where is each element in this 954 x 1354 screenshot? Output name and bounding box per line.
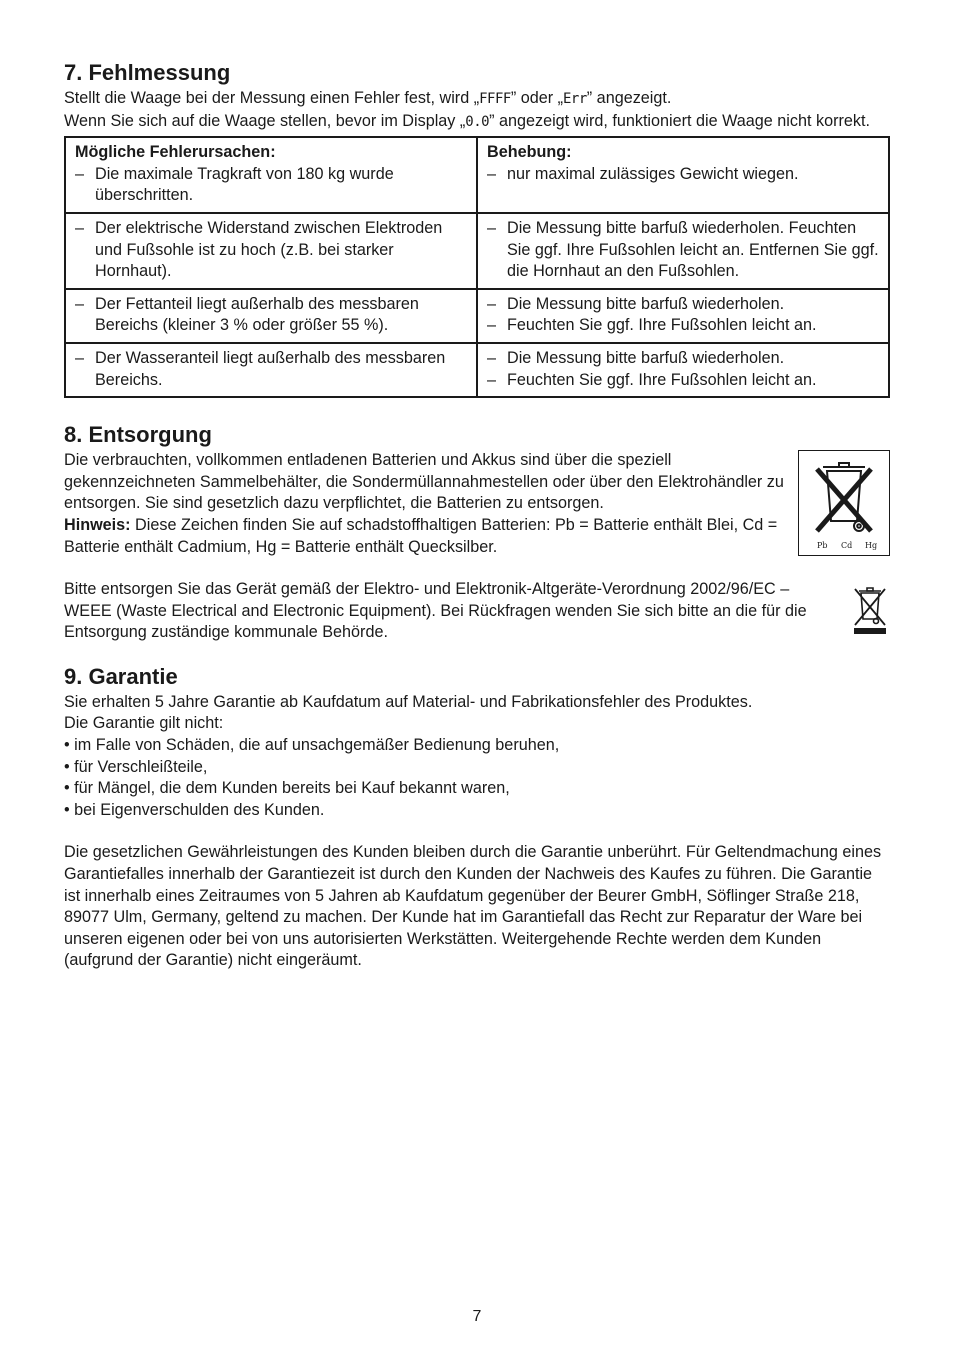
remedy-text: Die Messung bitte barfuß wiederholen. Feuchten Sie ggf. Ihre Fußsohlen leicht an. Entfernen Sie ggf. die Hornhaut an den Fußsohlen. (507, 218, 879, 281)
list-item: – Der Fettanteil liegt außerhalb des messbaren Bereichs (kleiner 3 % oder größer 55 %). (75, 294, 468, 337)
remedy-text: Feuchten Sie ggf. Ihre Fußsohlen leicht an. (507, 316, 817, 335)
battery-disposal-text (64, 450, 784, 558)
warranty-intro: Sie erhalten 5 Jahre Garantie ab Kaufdatum auf Material- und Fabrikationsfehler des Produktes. (64, 692, 753, 711)
text-fragment: Stellt die Waage bei der Messung einen Fehler fest, wird „ (64, 89, 480, 107)
section-heading-fehlmessung: 7. Fehlmessung (64, 60, 231, 85)
list-item: • für Verschleißteile, (64, 757, 890, 779)
text-fragment: Wenn Sie sich auf die Waage stellen, bevor im Display „ (64, 111, 466, 130)
table-cell-remedies (477, 137, 889, 213)
table-cell (477, 213, 889, 289)
section-heading-entsorgung: 8. Entsorgung (64, 422, 212, 448)
list-item: – Feuchten Sie ggf. Ihre Fußsohlen leicht an. (487, 315, 880, 337)
table-cell (65, 213, 477, 289)
label-hg: Hg (865, 541, 878, 551)
list-item: – nur maximal zulässiges Gewicht wiegen. (487, 164, 880, 186)
remedy-text: nur maximal zulässiges Gewicht wiegen. (507, 164, 799, 183)
list-item: • für Mängel, die dem Kunden bereits bei Kauf bekannt waren, (64, 778, 890, 800)
list-item: – Die Messung bitte barfuß wiederholen. (487, 294, 880, 316)
remedy-text: Die Messung bitte barfuß wiederholen. (507, 348, 785, 367)
hint-paragraph (64, 515, 784, 558)
battery-paragraph: Die verbrauchten, vollkommen entladenen Batterien und Akkus sind über die speziell gekennzeichneten Sammelbehälter, die Sondermüllannahmestellen oder über den Elektrohändler zu entsorgen. Sie sind gesetzlich dazu verpflichtet, die Batterien zu entsorgen. (64, 451, 784, 513)
table-row (65, 289, 889, 343)
weee-paragraph: Bitte entsorgen Sie das Gerät gemäß der Elektro- und Elektronik-Altgeräte-Verordnung 2002/96/EC – WEEE (Waste Electrical and Electronic Equipment). Bei Rückfragen wenden Sie sich bitte an die für die Entsorgung zuständige kommunale Behörde. (64, 580, 807, 642)
list-item: – Die Messung bitte barfuß wiederholen. Feuchten Sie ggf. Ihre Fußsohlen leicht an. Entfernen Sie ggf. die Hornhaut an den Fußsohlen. (487, 218, 880, 283)
list-item: • im Falle von Schäden, die auf unsachgemäßer Bedienung beruhen, (64, 735, 890, 757)
hint-label: Hinweis: (64, 515, 131, 534)
table-row (65, 213, 889, 289)
table-cell (65, 289, 477, 343)
battery-disposal-icon (798, 450, 890, 556)
page-content (64, 58, 890, 972)
error-display-paragraph (64, 88, 890, 133)
table-header-remedies: Behebung: (487, 143, 572, 162)
cause-text: Der elektrische Widerstand zwischen Elektroden und Fußsohle ist zu hoch (z.B. bei starker Hornhaut). (95, 218, 443, 281)
weee-section (64, 579, 890, 644)
table-cell (477, 343, 889, 397)
cause-text: Die maximale Tragkraft von 180 kg wurde überschritten. (95, 164, 394, 205)
text-fragment: ” angezeigt wird, funktioniert die Waage nicht korrekt. (489, 111, 870, 130)
table-cell (65, 343, 477, 397)
remedy-text: Die Messung bitte barfuß wiederholen. (507, 294, 785, 313)
page-number: 7 (472, 1308, 482, 1325)
cause-text: Der Wasseranteil liegt außerhalb des messbaren Bereichs. (95, 348, 446, 389)
list-item: – Die maximale Tragkraft von 180 kg wurde überschritten. (75, 164, 468, 207)
error-table (64, 136, 890, 398)
display-code-ffff: FFFF (479, 91, 511, 107)
warranty-paragraph: Die gesetzlichen Gewährleistungen des Kunden bleiben durch die Garantie unberührt. Für Geltendmachung eines Garantiefalles innerhalb der Garantiezeit ist durch den Kunden der Nachweis des Kaufes zu führen. Die Garantie ist innerhalb eines Zeitraumes von 5 Jahren ab Kaufdatum gegenüber der Beurer GmbH, Söflinger Straße 218, 89077 Ulm, Germany, geltend zu machen. Der Kunde hat im Garantiefall das Recht zur Reparatur der Ware bei unseren eigenen oder bei von uns autorisierten Werkstätten. Weitergehende Rechte werden dem Kunden (aufgrund der Garantie) nicht eingeräumt. (64, 843, 882, 970)
table-header-causes: Mögliche Fehlerursachen: (75, 143, 276, 162)
list-item: – Der Wasseranteil liegt außerhalb des messbaren Bereichs. (75, 348, 468, 391)
table-row (65, 343, 889, 397)
label-cd: Cd (841, 541, 853, 551)
display-code-err: Err (563, 91, 587, 107)
section-entsorgung (64, 420, 890, 558)
remedy-text: Feuchten Sie ggf. Ihre Fußsohlen leicht an. (507, 370, 817, 389)
table-cell (477, 289, 889, 343)
list-item: • bei Eigenverschulden des Kunden. (64, 800, 890, 822)
cause-text: Der Fettanteil liegt außerhalb des messbaren Bereichs (kleiner 3 % oder größer 55 %). (95, 294, 419, 335)
text-fragment: ” oder „ (510, 89, 563, 107)
warranty-exclusions-list (64, 735, 890, 821)
warranty-exclusions-label: Die Garantie gilt nicht: (64, 714, 224, 733)
display-code-zero: 0.0 (465, 113, 490, 130)
text-fragment: ” angezeigt. (586, 89, 672, 107)
hint-text: Diese Zeichen finden Sie auf schadstoffhaltigen Batterien: Pb = Batterie enthält Blei, Cd = Batterie enthält Cadmium, Hg = Batterie enthält Quecksilber. (64, 515, 778, 556)
crossed-bin-icon (799, 451, 889, 555)
section-heading-garantie: 9. Garantie (64, 663, 178, 689)
label-pb: Pb (817, 541, 828, 551)
list-item: – Feuchten Sie ggf. Ihre Fußsohlen leicht an. (487, 370, 880, 392)
list-item: – Die Messung bitte barfuß wiederholen. (487, 348, 880, 370)
table-cell-causes (65, 137, 477, 213)
weee-bin-icon (852, 585, 888, 635)
table-row (65, 137, 889, 213)
list-item: – Der elektrische Widerstand zwischen Elektroden und Fußsohle ist zu hoch (z.B. bei starker Hornhaut). (75, 218, 468, 283)
